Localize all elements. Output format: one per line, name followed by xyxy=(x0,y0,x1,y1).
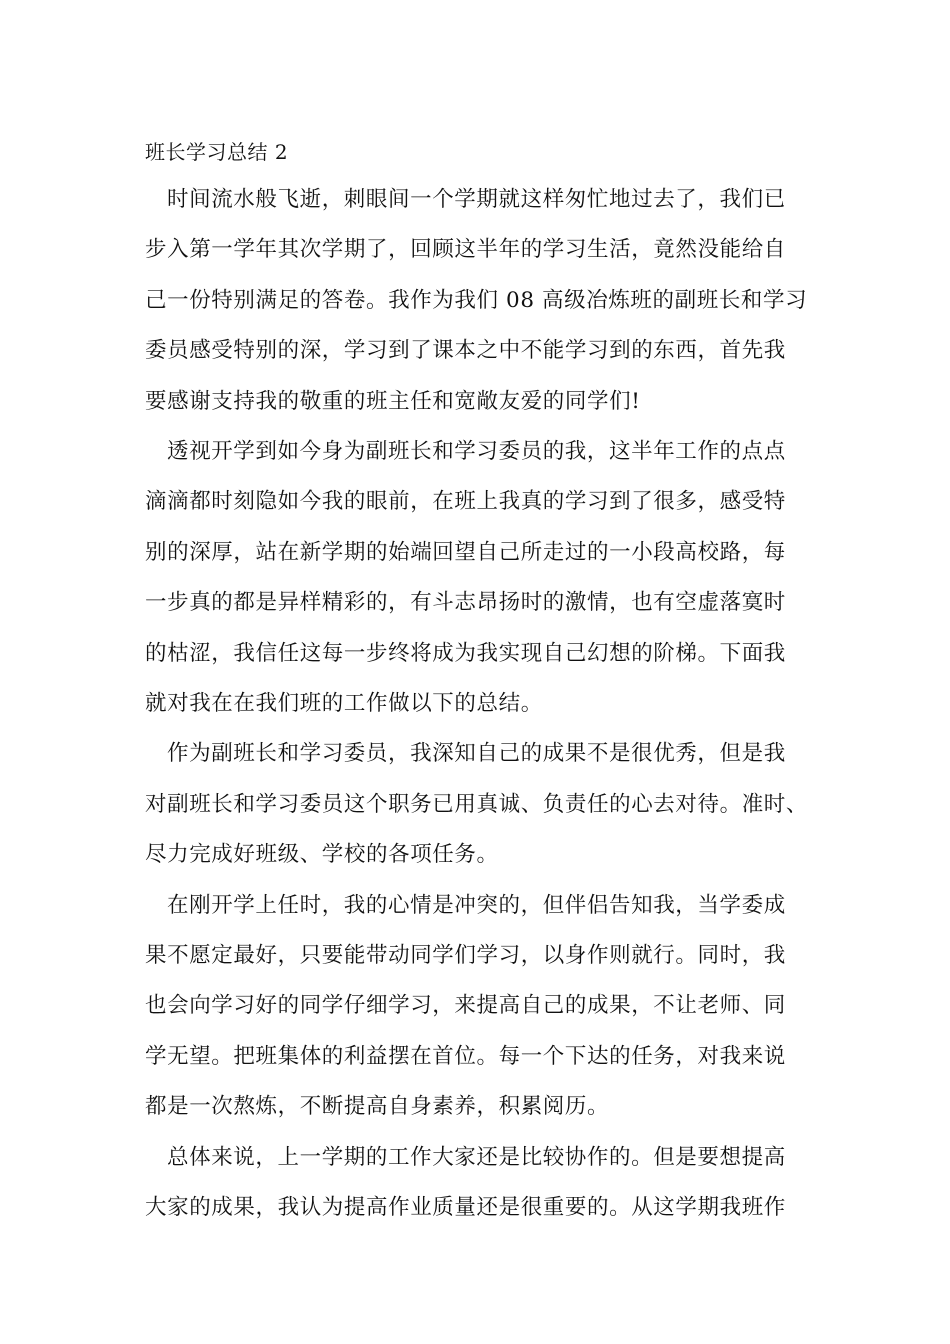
paragraph-line: 大家的成果，我认为提高作业质量还是很重要的。从这学期我班作 xyxy=(145,1195,786,1220)
paragraph-line: 对副班长和学习委员这个职务已用真诚、负责任的心去对待。准时、 xyxy=(145,791,809,817)
paragraph-line: 果不愿定最好，只要能带动同学们学习，以身作则就行。同时，我 xyxy=(145,943,786,968)
paragraph-line: 学无望。把班集体的利益摆在首位。每一个下达的任务，对我来说 xyxy=(145,1043,786,1069)
paragraph-line: 委员感受特别的深，学习到了课本之中不能学习到的东西，首先我 xyxy=(145,338,786,364)
paragraph-first-line: 透视开学到如今身为副班长和学习委员的我，这半年工作的点点 xyxy=(167,439,786,464)
paragraph-first-line: 在刚开学上任时，我的心情是冲突的，但伴侣告知我，当学委成 xyxy=(167,892,786,918)
paragraph-first-line: 时间流水般飞逝，刺眼间一个学期就这样匆忙地过去了，我们已 xyxy=(167,187,786,212)
paragraph-line: 的枯涩，我信任这每一步终将成为我实现自己幻想的阶梯。下面我 xyxy=(145,640,786,666)
paragraph-first-line: 作为副班长和学习委员，我深知自己的成果不是很优秀，但是我 xyxy=(167,741,786,767)
paragraph-line: 滴滴都时刻隐如今我的眼前，在班上我真的学习到了很多，感受特 xyxy=(145,489,786,515)
paragraph-first-line: 总体来说，上一学期的工作大家还是比较协作的。但是要想提高 xyxy=(167,1144,786,1170)
paragraph-line: 步入第一学年其次学期了，回顾这半年的学习生活，竟然没能给自 xyxy=(145,237,786,263)
paragraph-line: 都是一次熬炼，不断提高自身素养，积累阅历。 xyxy=(145,1094,610,1120)
paragraph-line: 也会向学习好的同学仔细学习，来提高自己的成果，不让老师、同 xyxy=(145,993,786,1019)
document-title: 班长学习总结 2 xyxy=(145,140,289,164)
paragraph-line: 要感谢支持我的敬重的班主任和宽敞友爱的同学们! xyxy=(145,388,641,414)
paragraph-line: 别的深厚，站在新学期的始端回望自己所走过的一小段高校路，每 xyxy=(145,539,786,565)
paragraph-line: 就对我在在我们班的工作做以下的总结。 xyxy=(145,691,543,716)
paragraph-line: 己一份特别满足的答卷。我作为我们 08 高级冶炼班的副班长和学习 xyxy=(145,287,808,313)
paragraph-line: 尽力完成好班级、学校的各项任务。 xyxy=(145,842,499,868)
paragraph-line: 一步真的都是异样精彩的，有斗志昂扬时的激情，也有空虚落寞时 xyxy=(145,590,786,616)
